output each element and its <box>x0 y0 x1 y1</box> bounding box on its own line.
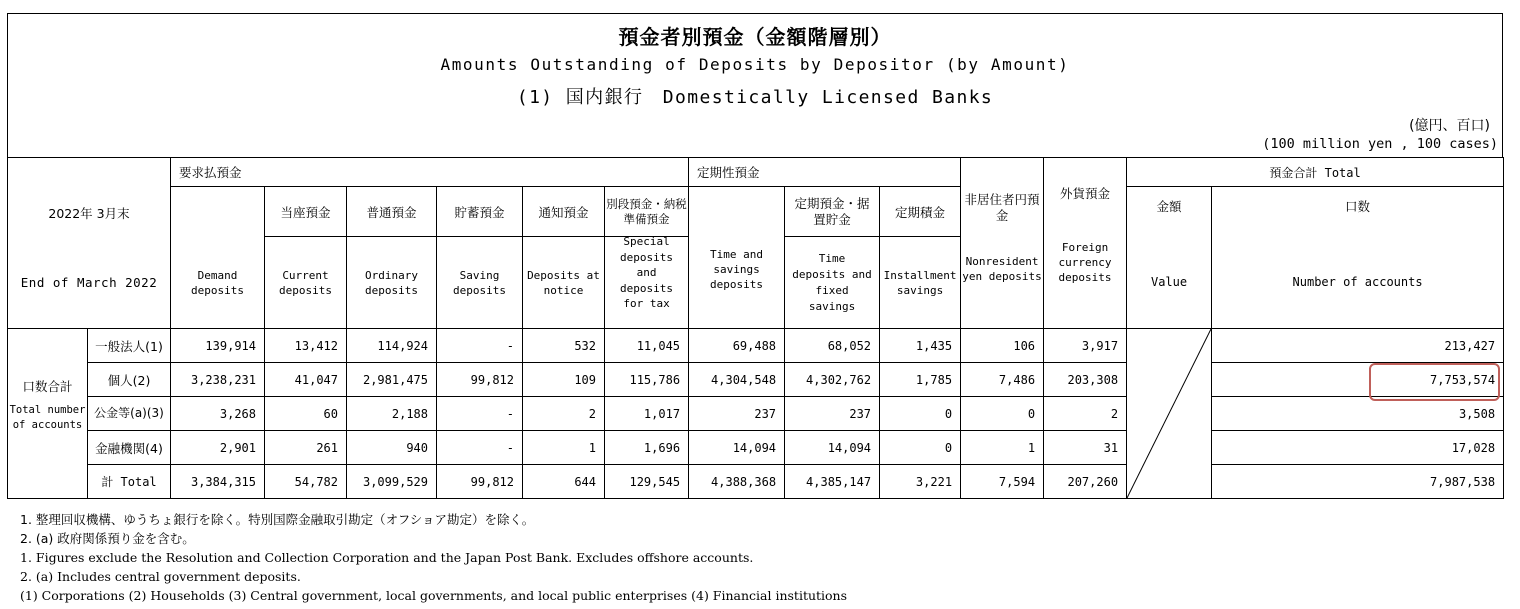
cell: 237 <box>689 397 785 431</box>
saving-header-jp: 貯蓄預金 <box>437 187 523 237</box>
current-header-en: Current deposits <box>265 237 347 329</box>
cell: 68,052 <box>785 329 880 363</box>
foreign-label-en: Foreign currency deposits <box>1058 240 1112 284</box>
cell: 213,427 <box>1212 329 1504 363</box>
nonres-label-jp: 非居住者円預金 <box>964 192 1040 223</box>
title-box <box>7 13 1503 157</box>
cell: 532 <box>523 329 605 363</box>
note-en-2: 2. (a) Includes central government deposits. <box>20 569 301 584</box>
cell: 3,508 <box>1212 397 1504 431</box>
notice-header-en: Deposits at notice <box>523 237 605 329</box>
cell: 4,302,762 <box>785 363 880 397</box>
timefix-header-en: Time deposits and fixed savings <box>785 237 880 329</box>
foreign-label-jp: 外貨預金 <box>1060 185 1111 201</box>
cell: 0 <box>961 397 1044 431</box>
unit-label-en: (100 million yen , 100 cases) <box>1262 136 1498 152</box>
demand-group-header: 要求払預金 <box>171 158 689 187</box>
cell: 3,917 <box>1044 329 1127 363</box>
cell: 1,017 <box>605 397 689 431</box>
nonres-label-en: Nonresident yen deposits <box>962 255 1042 283</box>
diagonal-line <box>1127 329 1211 498</box>
cell: 1 <box>523 431 605 465</box>
cell: 4,388,368 <box>689 465 785 499</box>
cell: 54,782 <box>265 465 347 499</box>
highlight-box <box>1369 363 1500 401</box>
row-label: 公金等(a)(3) <box>88 397 171 431</box>
cell: 14,094 <box>785 431 880 465</box>
row-label: 個人(2) <box>88 363 171 397</box>
cell: 13,412 <box>265 329 347 363</box>
period-label-jp: 2022年 3月末 <box>48 206 130 221</box>
header-row-2 <box>8 187 1504 237</box>
special-header-jp: 別段預金・納税準備預金 <box>605 187 689 237</box>
cell: 7,594 <box>961 465 1044 499</box>
cell: 1,696 <box>605 431 689 465</box>
time-group-header: 定期性預金 <box>689 158 961 187</box>
timefix-header-jp: 定期預金・据置貯金 <box>785 187 880 237</box>
cell: 139,914 <box>171 329 265 363</box>
cell: 1,435 <box>880 329 961 363</box>
cell: 2,901 <box>171 431 265 465</box>
table-row <box>8 431 1504 465</box>
cell: 3,238,231 <box>171 363 265 397</box>
install-header-en: Installment savings <box>880 237 961 329</box>
row-label: 金融機関(4) <box>88 431 171 465</box>
cell: 106 <box>961 329 1044 363</box>
cell: 0 <box>880 397 961 431</box>
cell: 644 <box>523 465 605 499</box>
cell: 261 <box>265 431 347 465</box>
cell: 1 <box>961 431 1044 465</box>
cell: 7,486 <box>961 363 1044 397</box>
side-label-jp: 口数合計 <box>8 329 88 397</box>
cell: 1,785 <box>880 363 961 397</box>
accounts-label-jp: 口数 <box>1345 199 1371 214</box>
cell: 69,488 <box>689 329 785 363</box>
cell: - <box>437 397 523 431</box>
table-row <box>8 397 1504 431</box>
cell: 129,545 <box>605 465 689 499</box>
cell: 2 <box>1044 397 1127 431</box>
cell: 203,308 <box>1044 363 1127 397</box>
timesav-label-en: Time and savings deposits <box>710 248 764 291</box>
cell: 115,786 <box>605 363 689 397</box>
value-header <box>1127 187 1212 329</box>
foreign-header <box>1044 158 1127 329</box>
cell: 2,981,475 <box>347 363 437 397</box>
cell: 3,384,315 <box>171 465 265 499</box>
row-label: 一般法人(1) <box>88 329 171 363</box>
current-header-jp: 当座預金 <box>265 187 347 237</box>
value-diagonal-cell <box>1127 329 1212 499</box>
cell: 60 <box>265 397 347 431</box>
cell: 14,094 <box>689 431 785 465</box>
accounts-header <box>1212 187 1504 329</box>
period-header <box>8 158 171 329</box>
side-label-en: Total number of accounts <box>8 397 88 499</box>
page-subtitle: (1) 国内銀行 Domestically Licensed Banks <box>516 87 994 108</box>
cell: 4,385,147 <box>785 465 880 499</box>
cell: 11,045 <box>605 329 689 363</box>
install-header-jp: 定期積金 <box>880 187 961 237</box>
notice-header-jp: 通知預金 <box>523 187 605 237</box>
page-title-jp: 預金者別預金（金額階層別） <box>618 25 892 49</box>
saving-header-en: Saving deposits <box>437 237 523 329</box>
cell: 31 <box>1044 431 1127 465</box>
ordinary-header-en: Ordinary deposits <box>347 237 437 329</box>
header-row-1 <box>8 158 1504 187</box>
cell: 99,812 <box>437 465 523 499</box>
deposit-table-frame <box>7 13 1503 499</box>
cell: 237 <box>785 397 880 431</box>
cell: 2 <box>523 397 605 431</box>
nonres-header <box>961 158 1044 329</box>
cell: 114,924 <box>347 329 437 363</box>
cell: - <box>437 431 523 465</box>
cell: 109 <box>523 363 605 397</box>
cell: 0 <box>880 431 961 465</box>
value-label-jp: 金額 <box>1156 199 1182 214</box>
cell: 41,047 <box>265 363 347 397</box>
accounts-label-en: Number of accounts <box>1292 275 1423 289</box>
value-label-en: Value <box>1150 275 1188 289</box>
note-jp-2: 2. (a) 政府関係預り金を含む。 <box>20 531 195 546</box>
cell: 2,188 <box>347 397 437 431</box>
note-en-3: (1) Corporations (2) Households (3) Central government, local governments, and local public enterprises (4) Financial institutions <box>20 588 848 603</box>
timesav-header <box>689 187 785 329</box>
demand-label-en: Demand deposits <box>191 269 244 297</box>
note-en-1: 1. Figures exclude the Resolution and Collection Corporation and the Japan Post Bank. Excludes offshore accounts. <box>20 550 754 565</box>
total-row <box>8 465 1504 499</box>
cell: 3,268 <box>171 397 265 431</box>
demand-header <box>171 187 265 329</box>
cell: 940 <box>347 431 437 465</box>
ordinary-header-jp: 普通預金 <box>347 187 437 237</box>
table-row <box>8 363 1504 397</box>
table-row <box>8 329 1504 363</box>
footnotes <box>20 510 1500 605</box>
note-jp-1: 1. 整理回収機構、ゆうちょ銀行を除く。特別国際金融取引勘定（オフショア勘定）を除く。 <box>20 512 535 527</box>
deposit-table <box>7 157 1504 499</box>
special-header-en: Special deposits and deposits for tax <box>605 234 689 326</box>
total-group-header: 預金合計 Total <box>1127 158 1504 187</box>
cell: 7,753,574 <box>1212 363 1504 397</box>
cell: 3,099,529 <box>347 465 437 499</box>
unit-label-jp: (億円、百口) <box>1409 118 1490 134</box>
cell: 4,304,548 <box>689 363 785 397</box>
cell: 99,812 <box>437 363 523 397</box>
cell: 7,987,538 <box>1212 465 1504 499</box>
period-label-en: End of March 2022 <box>20 275 158 290</box>
cell: 17,028 <box>1212 431 1504 465</box>
cell: 3,221 <box>880 465 961 499</box>
cell: 207,260 <box>1044 465 1127 499</box>
cell: - <box>437 329 523 363</box>
page-title-en: Amounts Outstanding of Deposits by Depositor (by Amount) <box>440 55 1070 74</box>
row-label: 計 Total <box>88 465 171 499</box>
